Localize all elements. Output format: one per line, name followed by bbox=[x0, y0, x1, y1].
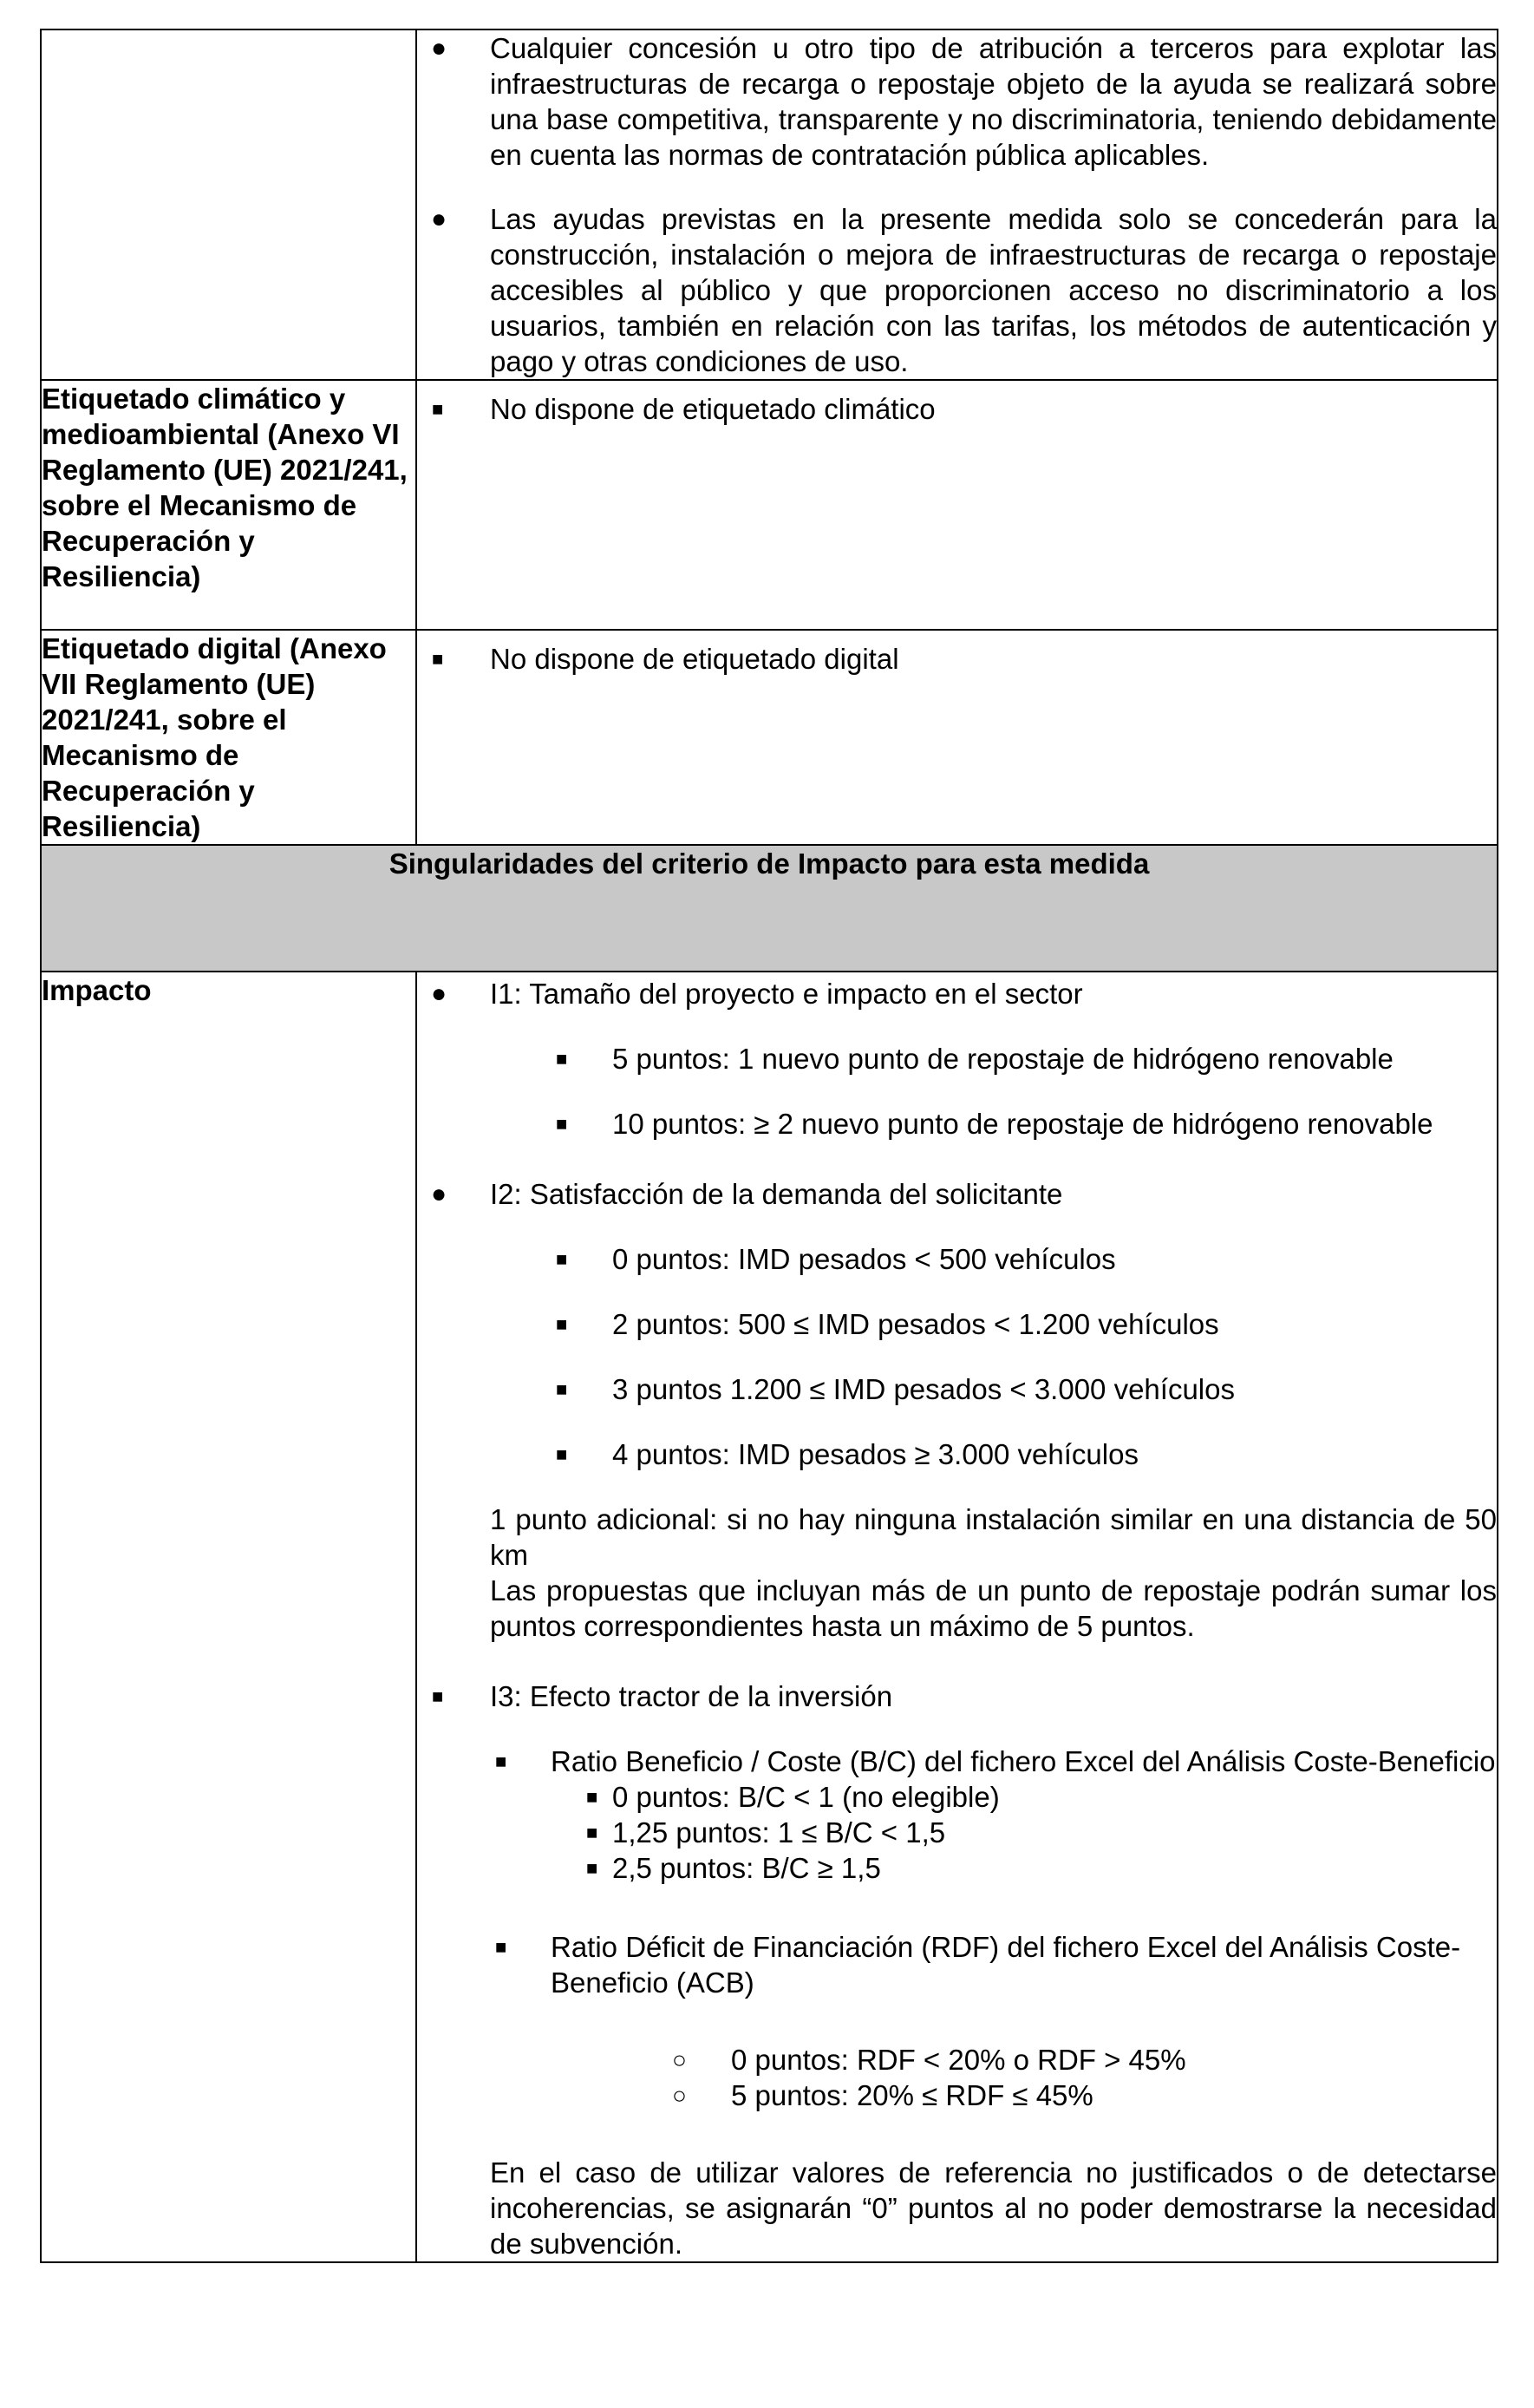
criterion-i1: ● I1: Tamaño del proyecto e impacto en el sector bbox=[431, 978, 1083, 1010]
list-item: ■ 5 puntos: 1 nuevo punto de repostaje de hidrógeno renovable bbox=[556, 1043, 1394, 1075]
bullet-square-icon: ■ bbox=[432, 1685, 444, 1707]
bullet-square-icon: ■ bbox=[495, 1750, 507, 1772]
row-intro bbox=[41, 29, 1498, 380]
row-etiquetado-digital bbox=[41, 630, 1498, 845]
value-etiquetado-climatico bbox=[416, 380, 1498, 630]
bullet-circle-icon: ○ bbox=[672, 2082, 687, 2109]
list-item: ■ 4 puntos: IMD pesados ≥ 3.000 vehículos bbox=[556, 1438, 1139, 1470]
section-heading: Singularidades del criterio de Impacto para esta medida bbox=[41, 845, 1498, 972]
value-etiquetado-digital bbox=[416, 630, 1498, 845]
list-item: ■ 0 puntos: IMD pesados < 500 vehículos bbox=[556, 1243, 1116, 1275]
bullet-square-icon: ■ bbox=[432, 648, 444, 670]
bullet-disc-icon: ● bbox=[431, 34, 447, 62]
label-impacto: Impacto bbox=[41, 972, 416, 2262]
criterion-i2: ● I2: Satisfacción de la demanda del solicitante bbox=[431, 1178, 1063, 1210]
list-item: ■ 2 puntos: 500 ≤ IMD pesados < 1.200 vehículos bbox=[556, 1308, 1219, 1340]
list-item: ■ No dispone de etiquetado climático bbox=[432, 393, 936, 425]
criteria-table bbox=[40, 29, 1498, 2263]
label-etiquetado-digital: Etiquetado digital (Anexo VII Reglamento (UE) 2021/241, sobre el Mecanismo de Recuperación y Resiliencia) bbox=[41, 630, 416, 845]
bullet-square-icon: ■ bbox=[556, 1113, 568, 1135]
list-item: ■ 2,5 puntos: B/C ≥ 1,5 bbox=[586, 1852, 881, 1884]
label-etiquetado-climatico: Etiquetado climático y medioambiental (Anexo VI Reglamento (UE) 2021/241, sobre el Mecanismo de Recuperación y Resiliencia) bbox=[41, 380, 416, 630]
impacto-content bbox=[416, 972, 1498, 2262]
list-item: ○ 0 puntos: RDF < 20% o RDF > 45% bbox=[672, 2044, 1186, 2076]
list-item: ■ 10 puntos: ≥ 2 nuevo punto de repostaje de hidrógeno renovable bbox=[556, 1108, 1433, 1140]
row-etiquetado-climatico bbox=[41, 380, 1498, 630]
list-item: ● Cualquier concesión u otro tipo de atribución a terceros para explotar las infraestructuras de recarga o repostaje objeto de la ayuda se realizará sobre una base competitiva, transparente y no discriminatoria, teniendo debidamente en cuenta las normas de contratación pública aplicables. bbox=[431, 32, 1497, 171]
i2-note: 1 punto adicional: si no hay ninguna instalación similar en una distancia de 50 km Las propuestas que incluyan más de un punto de repostaje podrán sumar los puntos correspondientes hasta un máximo de 5 puntos. bbox=[490, 1503, 1497, 1642]
empty-label-cell bbox=[41, 29, 416, 380]
bullet-disc-icon: ● bbox=[431, 205, 447, 233]
bullet-square-icon: ■ bbox=[586, 1786, 598, 1808]
bullet-square-icon: ■ bbox=[495, 1936, 507, 1958]
bullet-square-icon: ■ bbox=[586, 1857, 598, 1879]
bullet-square-icon: ■ bbox=[556, 1443, 568, 1465]
bullet-square-icon: ■ bbox=[556, 1048, 568, 1070]
bullet-square-icon: ■ bbox=[556, 1313, 568, 1335]
bullet-square-icon: ■ bbox=[432, 398, 444, 420]
i3-final-note: En el caso de utilizar valores de referencia no justificados o de detectarse incoherencias, se asignarán “0” puntos al no poder demostrarse la necesidad de subvención. bbox=[490, 2156, 1497, 2260]
row-impacto bbox=[41, 972, 1498, 2262]
bullet-disc-icon: ● bbox=[431, 1180, 447, 1208]
list-item: ■ 3 puntos 1.200 ≤ IMD pesados < 3.000 vehículos bbox=[556, 1373, 1235, 1405]
list-item: ○ 5 puntos: 20% ≤ RDF ≤ 45% bbox=[672, 2079, 1093, 2111]
criterion-i3: ■ I3: Efecto tractor de la inversión bbox=[432, 1680, 893, 1712]
bullet-square-icon: ■ bbox=[556, 1248, 568, 1270]
row-section-band bbox=[41, 845, 1498, 972]
list-item: ■ Ratio Déficit de Financiación (RDF) del fichero Excel del Análisis Coste-Beneficio (ACB) bbox=[495, 1931, 1461, 1999]
list-item: ■ Ratio Beneficio / Coste (B/C) del fichero Excel del Análisis Coste-Beneficio bbox=[495, 1745, 1496, 1777]
list-item: ■ 1,25 puntos: 1 ≤ B/C < 1,5 bbox=[586, 1816, 946, 1849]
list-item: ● Las ayudas previstas en la presente medida solo se concederán para la construcción, instalación o mejora de infraestructuras de recarga o repostaje accesibles al público y que proporcionen acceso no discriminatorio a los usuarios, también en relación con las tarifas, los métodos de autenticación y pago y otras condiciones de uso. bbox=[431, 203, 1497, 377]
bullet-disc-icon: ● bbox=[431, 979, 447, 1008]
list-item: ■ 0 puntos: B/C < 1 (no elegible) bbox=[586, 1781, 1000, 1813]
bullet-circle-icon: ○ bbox=[672, 2046, 687, 2073]
intro-content bbox=[416, 29, 1498, 380]
bullet-square-icon: ■ bbox=[586, 1822, 598, 1843]
bullet-square-icon: ■ bbox=[556, 1378, 568, 1400]
list-item: ■ No dispone de etiquetado digital bbox=[432, 643, 899, 675]
